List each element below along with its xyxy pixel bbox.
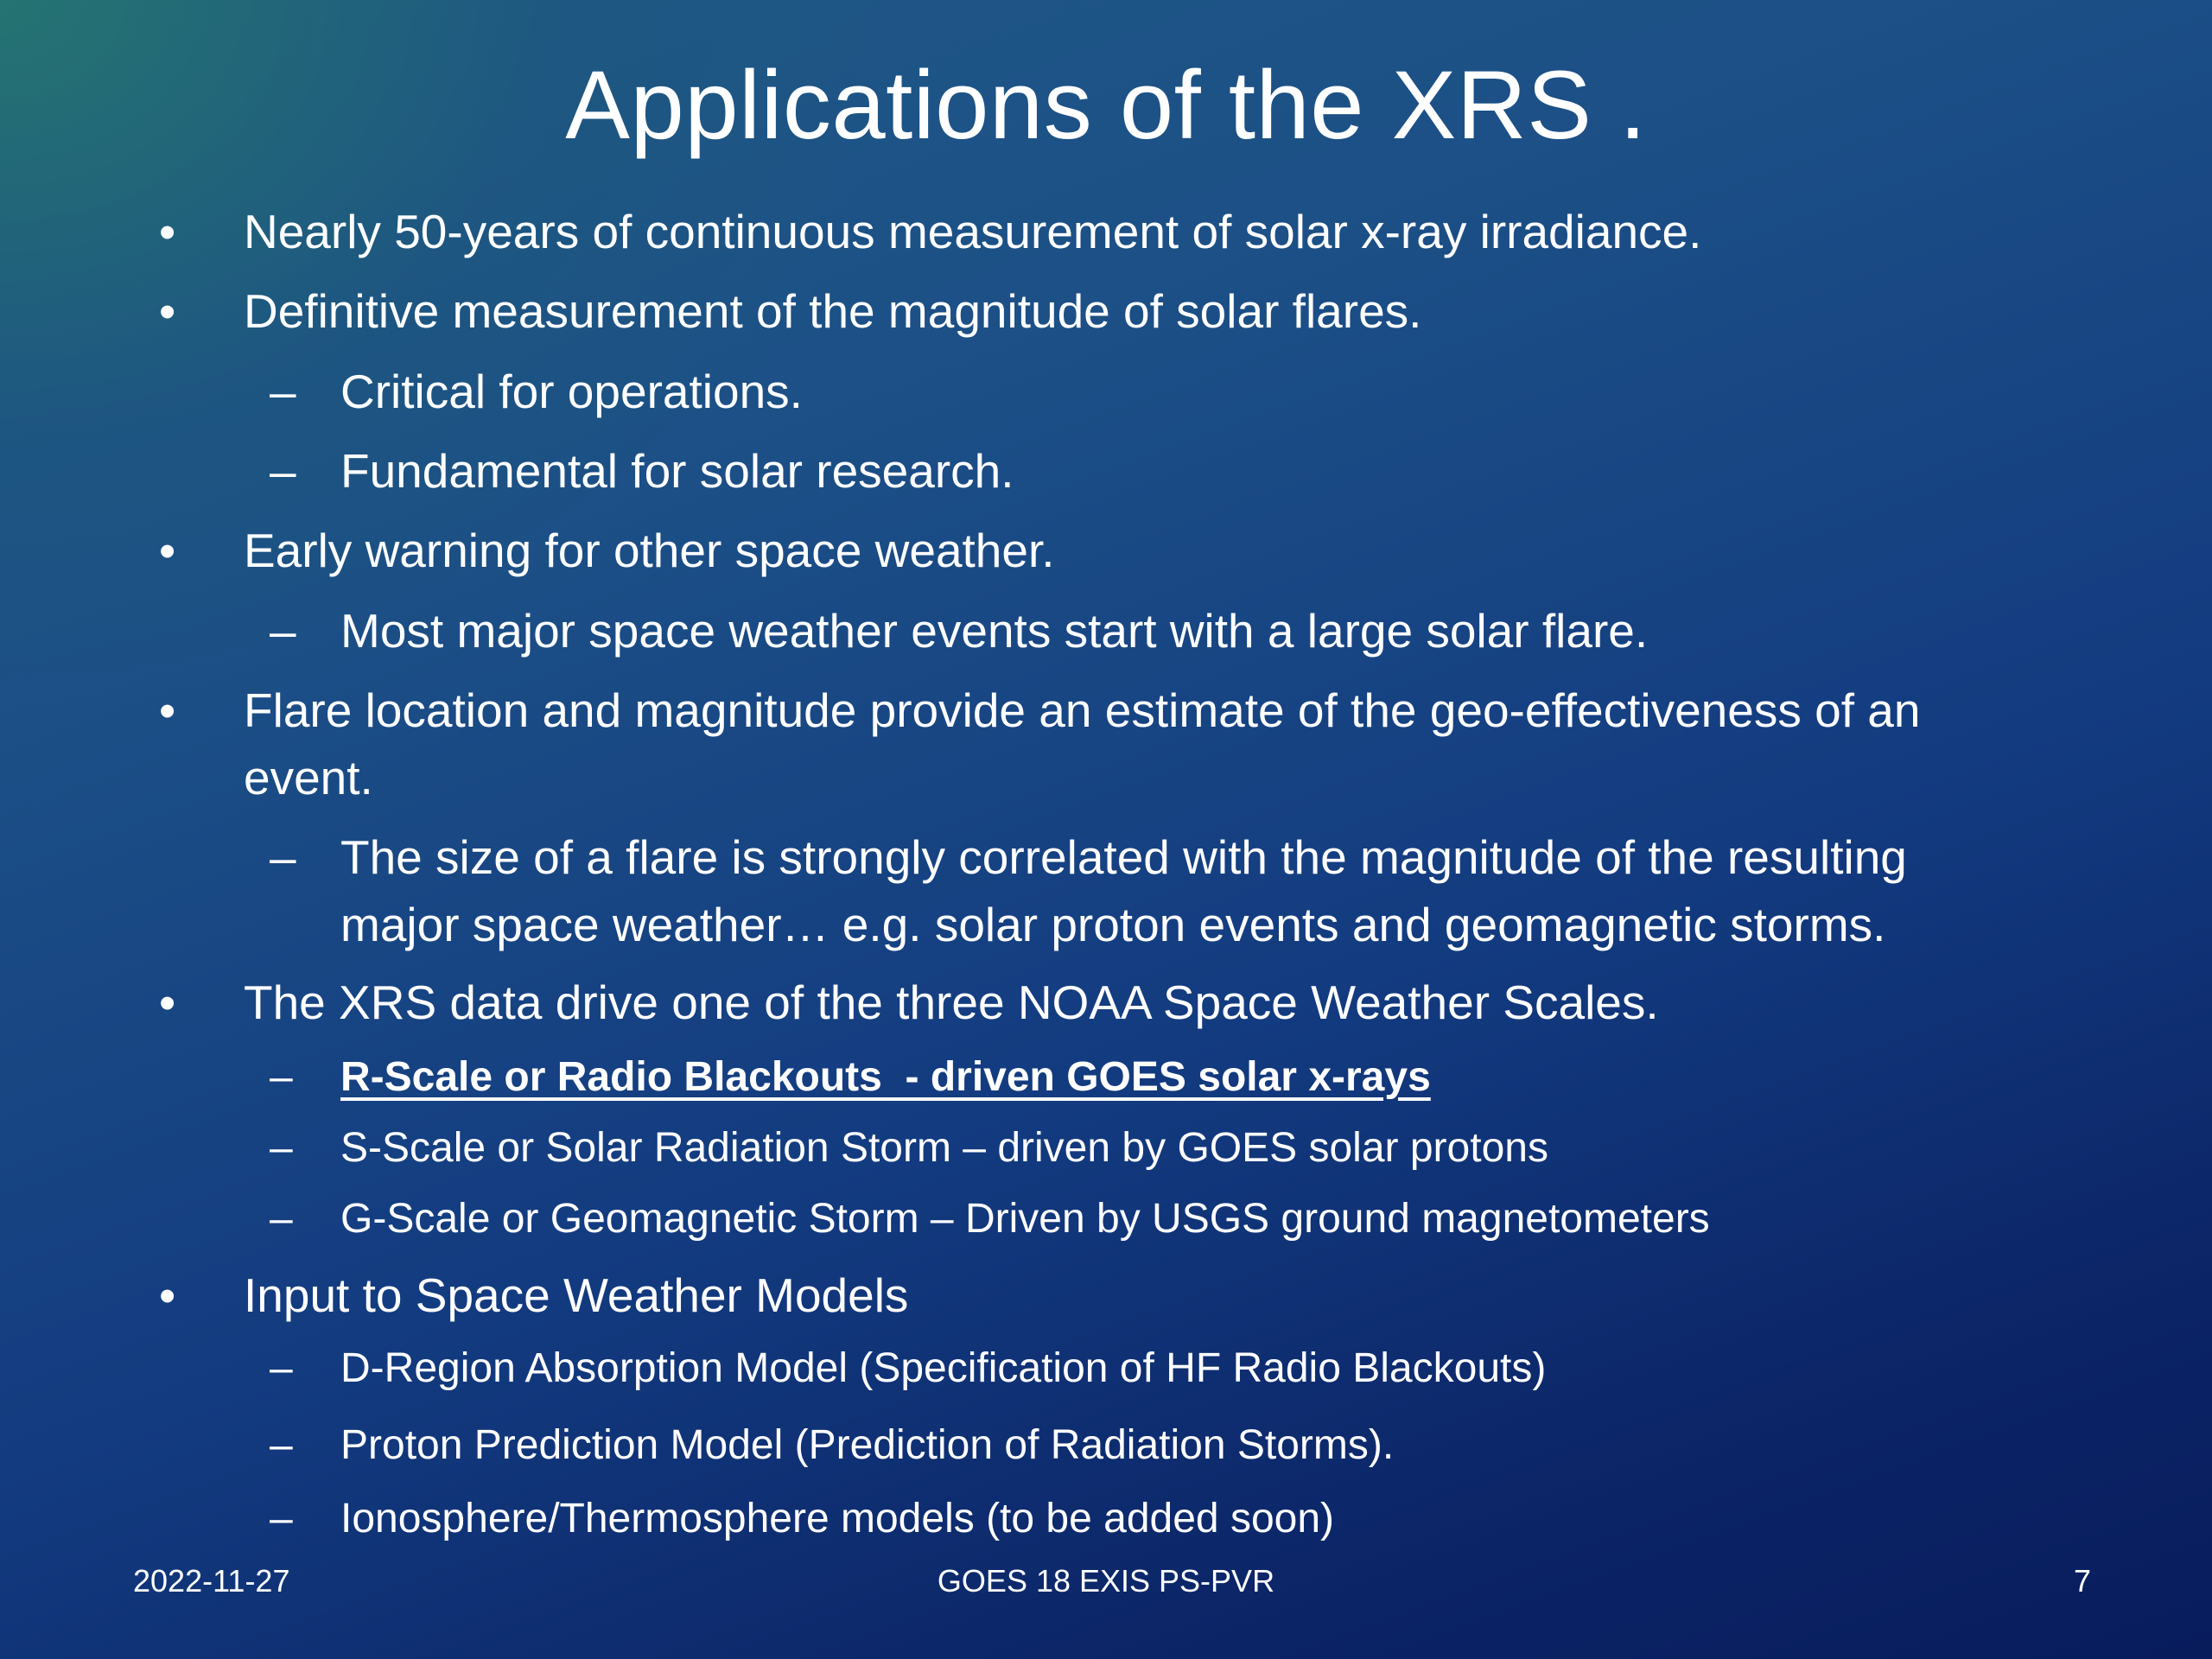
bullet-text: The XRS data drive one of the three NOAA Space Weather Scales. xyxy=(244,976,1659,1029)
dash-icon: – xyxy=(270,365,296,418)
slide-title: Applications of the XRS . xyxy=(565,51,1647,159)
sub-bullet-text: S-Scale or Solar Radiation Storm – driven by GOES solar protons xyxy=(340,1125,1548,1171)
dash-icon: – xyxy=(270,444,296,498)
dash-icon: – xyxy=(270,1196,293,1242)
dash-icon: – xyxy=(270,830,296,884)
dash-icon: – xyxy=(270,1496,293,1541)
sub-bullet-item xyxy=(270,358,803,425)
footer-date: 2022-11-27 xyxy=(133,1563,290,1599)
bullet-icon: • xyxy=(159,205,176,258)
sub-bullet-text-line: major space weather… e.g. solar proton events and geomagnetic storms. xyxy=(340,898,1886,951)
sub-bullet-text: Fundamental for solar research. xyxy=(340,444,1014,498)
page-number: 7 xyxy=(2073,1563,2091,1599)
sub-bullet-text-line: The size of a flare is strongly correlated with the magnitude of the resulting xyxy=(340,830,1907,884)
sub-bullet-text: Critical for operations. xyxy=(340,365,803,418)
bullet-icon: • xyxy=(159,976,176,1029)
bullet-item xyxy=(159,1262,909,1329)
sub-bullet-item xyxy=(270,823,1907,958)
sub-bullet-text: Proton Prediction Model (Prediction of Radiation Storms). xyxy=(340,1422,1395,1468)
sub-bullet-item xyxy=(270,1189,1710,1249)
sub-bullet-text: G-Scale or Geomagnetic Storm – Driven by USGS ground magnetometers xyxy=(340,1196,1710,1242)
sub-bullet-text: Ionosphere/Thermosphere models (to be added soon) xyxy=(340,1496,1335,1541)
bullet-text: Early warning for other space weather. xyxy=(244,524,1055,577)
sub-bullet-item xyxy=(270,437,1014,505)
bullet-text-line: Flare location and magnitude provide an estimate of the geo-effectiveness of an xyxy=(244,683,1921,737)
dash-icon: – xyxy=(270,1125,293,1171)
dash-icon: – xyxy=(270,1422,293,1468)
sub-bullet-item xyxy=(270,1118,1548,1179)
bullet-icon: • xyxy=(159,524,176,577)
sub-bullet-item xyxy=(270,1338,1547,1399)
bullet-item xyxy=(159,677,1921,811)
bullet-icon: • xyxy=(159,1268,176,1322)
sub-bullet-text: Most major space weather events start with a large solar flare. xyxy=(340,604,1649,658)
dash-icon: – xyxy=(270,1054,293,1100)
bullet-item xyxy=(159,198,1702,265)
sub-bullet-item xyxy=(270,1415,1395,1476)
sub-bullet-text: R-Scale or Radio Blackouts - driven GOES solar x-rays xyxy=(340,1054,1431,1100)
sub-bullet-text: D-Region Absorption Model (Specification of HF Radio Blackouts) xyxy=(340,1345,1547,1391)
bullet-text: Nearly 50-years of continuous measurement of solar x-ray irradiance. xyxy=(244,205,1702,258)
footer-title: GOES 18 EXIS PS-PVR xyxy=(937,1563,1275,1599)
bullet-text: Input to Space Weather Models xyxy=(244,1268,909,1322)
bullet-icon: • xyxy=(159,683,176,737)
bullet-item xyxy=(159,969,1659,1036)
dash-icon: – xyxy=(270,1345,293,1391)
bullet-item xyxy=(159,277,1422,345)
sub-bullet-item xyxy=(270,1489,1335,1549)
dash-icon: – xyxy=(270,604,296,658)
bullet-icon: • xyxy=(159,284,176,338)
bullet-item xyxy=(159,517,1055,584)
sub-bullet-item xyxy=(270,597,1649,664)
bullet-text: Definitive measurement of the magnitude of solar flares. xyxy=(244,284,1422,338)
sub-bullet-item xyxy=(270,1047,1431,1108)
bullet-text-line: event. xyxy=(244,751,373,804)
